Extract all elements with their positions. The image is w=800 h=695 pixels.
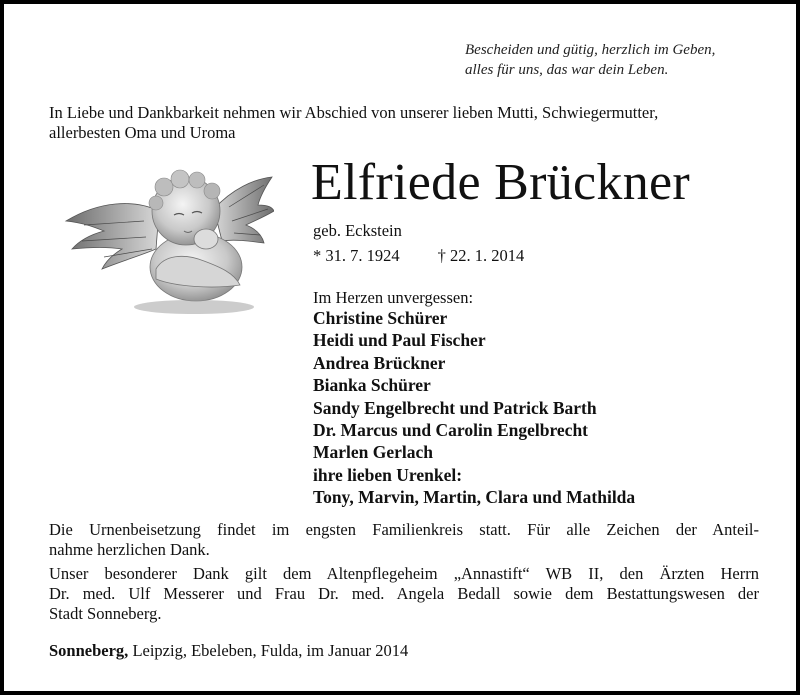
mourner-name: Marlen Gerlach [313, 442, 434, 463]
closing-line: nahme herzlichen Dank. [49, 540, 210, 559]
mourner-name: Andrea Brückner [313, 352, 446, 373]
mourners-list [313, 307, 635, 509]
intro-line: In Liebe und Dankbarkeit nehmen wir Abschied von unserer lieben Mutti, Schwiegermutter, [49, 103, 659, 122]
intro-text [49, 103, 784, 143]
closing-paragraph [49, 564, 759, 624]
birth-date: * 31. 7. 1924 [313, 246, 400, 265]
place-bold: Sonneberg, [49, 641, 129, 660]
closing-text [49, 520, 759, 628]
intro-line: allerbesten Oma und Uroma [49, 123, 236, 142]
mourner-name: Bianka Schürer [313, 375, 431, 396]
mourner-name: Tony, Marvin, Martin, Clara und Mathilda [313, 487, 636, 508]
closing-line: Dr. med. Ulf Messerer und Frau Dr. med. Angela Bedall sowie dem Bestattungswesen der [49, 584, 759, 603]
mourner-name: Sandy Engelbrecht und Patrick Barth [313, 397, 597, 418]
mourner-name: Christine Schürer [313, 308, 448, 328]
life-dates [313, 246, 524, 266]
closing-line: Stadt Sonneberg. [49, 604, 162, 623]
closing-line: Unser besonderer Dank gilt dem Altenpflegeheim „Annastift“ WB II, den Ärzten Herrn [49, 564, 759, 583]
place-rest: Leipzig, Ebeleben, Fulda, im Januar 2014 [128, 641, 409, 660]
deceased-name: Elfriede Brückner [311, 154, 691, 211]
motto-verse [465, 40, 775, 80]
mourner-name: Dr. Marcus und Carolin Engelbrecht [313, 420, 589, 441]
mourner-name: Heidi und Paul Fischer [313, 330, 486, 351]
angel-cherub-icon [64, 149, 274, 319]
place-and-date [49, 641, 408, 661]
motto-line: Bescheiden und gütig, herzlich im Geben, [465, 42, 716, 58]
mourners-label: Im Herzen unvergessen: [313, 288, 474, 307]
closing-line: Die Urnenbeisetzung findet im engsten Familienkreis statt. Für alle Zeichen der Anteil- [49, 520, 759, 539]
mourner-name: ihre lieben Urenkel: [313, 464, 463, 485]
death-date: † 22. 1. 2014 [437, 246, 525, 265]
maiden-name: geb. Eckstein [313, 221, 402, 240]
motto-line: alles für uns, das war dein Leben. [465, 62, 669, 78]
closing-paragraph [49, 520, 759, 560]
